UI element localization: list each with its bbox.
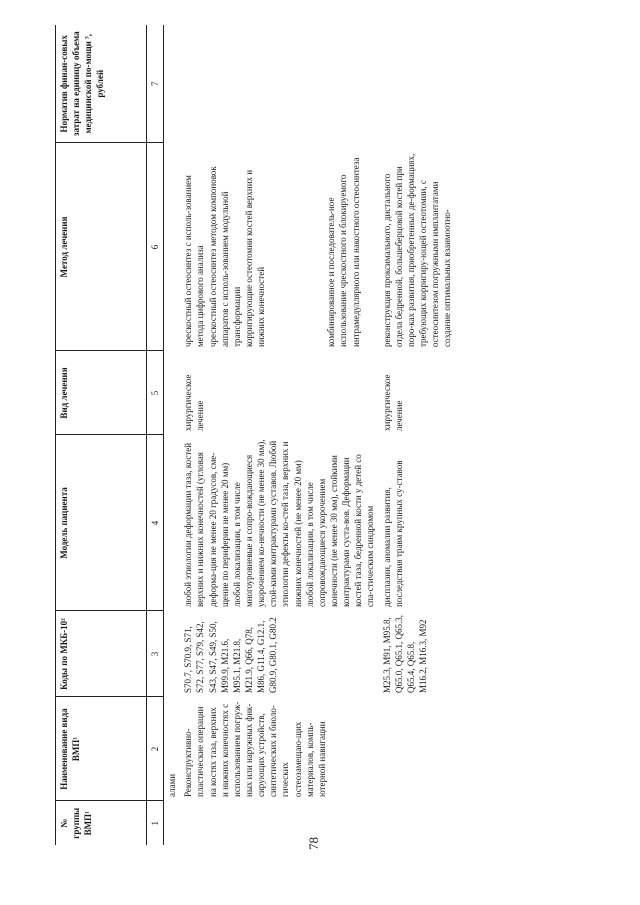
treatment-type-cell: хирургическое лечение <box>381 374 404 431</box>
rotated-table-page <box>25 25 615 845</box>
column-number: 4 <box>147 435 164 611</box>
table-row <box>180 25 378 845</box>
header-treatment-method: Метод лечения <box>56 143 147 351</box>
method-item: создание оптимальных взаимоотно- <box>442 209 453 347</box>
header-patient-model: Модель пациента <box>56 435 147 611</box>
column-number: 5 <box>147 351 164 435</box>
column-number: 6 <box>147 143 164 351</box>
patient-model-cell: дисплазии, аномалии развития, последствия травм крупных су-ставов <box>381 460 404 607</box>
column-number: 3 <box>147 611 164 697</box>
treatment-type-cell: хирургическое лечение <box>183 374 206 431</box>
vmp-name-cell <box>379 697 456 801</box>
treatment-method-cell <box>379 143 456 351</box>
continuation-row <box>164 25 181 845</box>
treatment-method-cell <box>180 143 378 351</box>
icd-codes-cell: M25.3, M91, M95.8, Q65.0, Q65.1, Q65.3, Q65.4, Q65.8, M16.2, M16.3, M92 <box>381 615 428 693</box>
table-row <box>379 25 456 845</box>
header-group-number: № группы ВМП¹ <box>56 801 147 845</box>
vmp-table <box>55 25 455 845</box>
vmp-name-cell: Реконструктивно-пластические операции на костях таза, верхних и нижних конечностях с использованием погруж-ных или наружных фик-сирующих устройств, синтетических и биоло-гических остеозамещаю-щих материалов, компь-ютерной навигации <box>183 701 327 797</box>
method-item: чрескостный остеосинтез с исполь-зованием метода цифрового анализа <box>183 175 206 347</box>
column-number: 2 <box>147 697 164 801</box>
column-number-row <box>147 25 164 845</box>
header-treatment-type: Вид лечения <box>56 351 147 435</box>
icd-codes-cell: S70.7, S70.9, S71, S72, S77, S79, S42, S43, S47, S49, S50, M99.9, M21.6, M95.1, M21.8, M21.9, Q66, Q78, M86, G11.4, G12.1, G80.9, G80.1, G80.2 <box>183 617 279 693</box>
header-cost-standard: Норматив финан-совых затрат на единицу объема медицинской по-мощи ³, рублей <box>56 25 147 143</box>
method-item: корригирующие остеотомии костей верхних и нижних конечностей <box>243 169 267 347</box>
method-item: реконструкция проксимального, дистального отдела бедренной, большеберцовой костей при поро-ках развития, приобретенных де-формациях, требующих корригиру-ющей остеотомии, с остеосинтезом погружными имплантатами <box>381 153 441 347</box>
method-item: комбинированное и последователь-ное использование чрескостного и блокируемого интрамедуллярного или накостного остеосинтеза <box>326 157 361 347</box>
header-icd-codes: Коды по МКБ-10² <box>56 611 147 697</box>
method-item: чрескостный остеосинтез методом компоновок аппаратов с исполь-зованием модульной трансформации <box>207 166 242 347</box>
column-number: 1 <box>147 801 164 845</box>
table-header-row <box>56 25 147 845</box>
page-number: 78 <box>306 837 321 850</box>
continuation-text: алами <box>167 773 178 797</box>
column-number: 7 <box>147 25 164 143</box>
patient-model-cell: любой этиологии деформации таза, костей верхних и нижних конечностей (угловая деформа-ция не менее 20 градусов, сме-щение по периферии не менее 20 мм) любой локализации, в том числе многоуровневые и сопро-вождающиеся укорочением ко-нечности (не менее 30 мм), стой-кими контрактурами суставов. Любой этиологии дефекты ко-стей таза, верхних и нижних конечностей (не менее 20 мм) любой локализации, в том числе сопровождающиеся укорочением конечности (не менее 30 мм), стойкими контрактурами суста-вов. Деформации костей таза, бедренной кости у детей со спа-стическим синдромом <box>183 439 376 607</box>
header-vmp-name: Наименование вида ВМП¹ <box>56 697 147 801</box>
